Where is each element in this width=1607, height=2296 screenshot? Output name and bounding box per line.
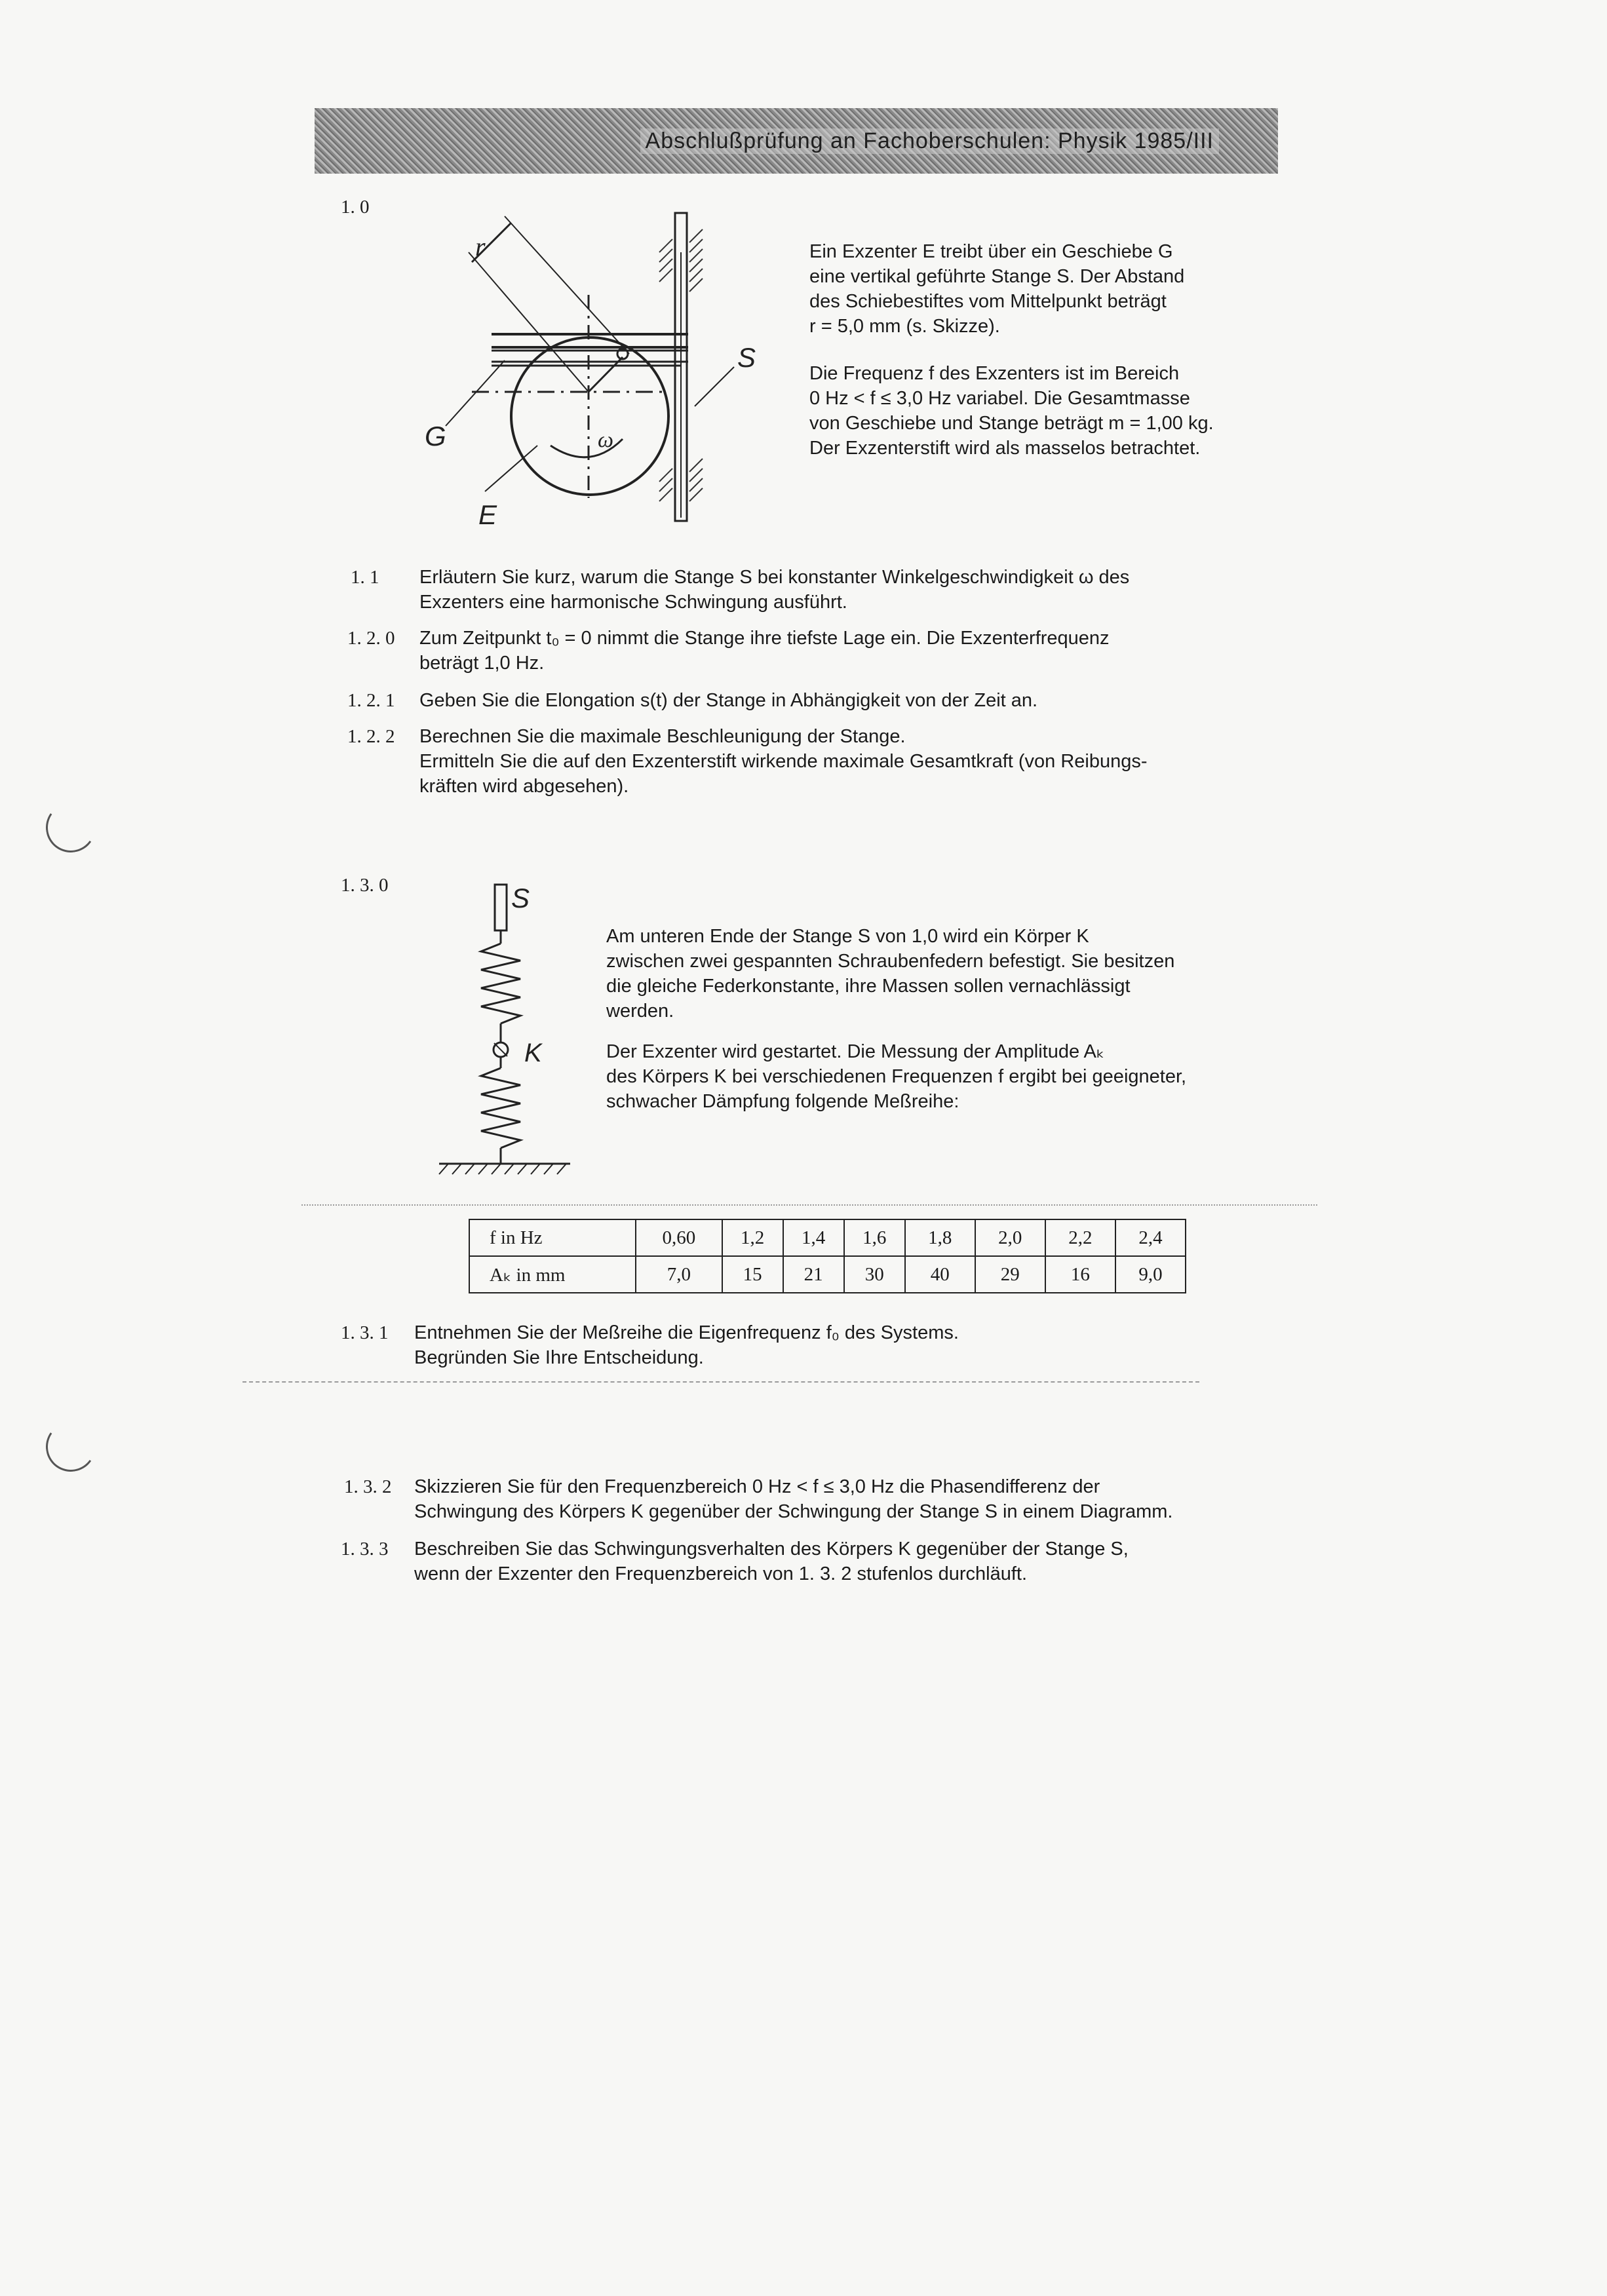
row-header-f: f in Hz bbox=[469, 1219, 636, 1256]
task-line: Beschreiben Sie das Schwingungsverhalten des Körpers K gegenüber der Stange S, bbox=[414, 1539, 1129, 1559]
text-line: eine vertikal geführte Stange S. Der Abstand bbox=[809, 266, 1185, 287]
text-line: 0 Hz < f ≤ 3,0 Hz variabel. Die Gesamtmasse bbox=[809, 388, 1190, 409]
task-line: Ermitteln Sie die auf den Exzenterstift wirkende maximale Gesamtkraft (von Reibungs- bbox=[419, 751, 1148, 772]
text-line: von Geschiebe und Stange beträgt m = 1,00 kg. bbox=[809, 413, 1214, 434]
task-number: 1. 2. 2 bbox=[347, 726, 395, 747]
task-line: Schwingung des Körpers K gegenüber der Schwingung der Stange S in einem Diagramm. bbox=[414, 1501, 1173, 1522]
task-number: 1. 1 bbox=[351, 567, 379, 588]
text-line: Ein Exzenter E treibt über ein Geschiebe G bbox=[809, 241, 1173, 262]
text-line: des Schiebestiftes vom Mittelpunkt beträgt bbox=[809, 291, 1167, 312]
section-number-1-0: 1. 0 bbox=[341, 197, 370, 218]
table-cell: 16 bbox=[1045, 1256, 1115, 1293]
divider bbox=[301, 1204, 1317, 1206]
table-cell: 7,0 bbox=[636, 1256, 722, 1293]
table-cell: 1,2 bbox=[722, 1219, 783, 1256]
measurement-table bbox=[469, 1219, 1186, 1293]
text-line: schwacher Dämpfung folgende Meßreihe: bbox=[606, 1091, 959, 1112]
text-line: zwischen zwei gespannten Schraubenfedern befestigt. Sie besitzen bbox=[606, 951, 1175, 972]
text-line: Am unteren Ende der Stange S von 1,0 wird ein Körper K bbox=[606, 926, 1089, 947]
text-line: Der Exzenterstift wird als masselos betrachtet. bbox=[809, 438, 1201, 459]
eccentric-diagram bbox=[406, 190, 773, 544]
label-k: K bbox=[524, 1039, 542, 1067]
upper-spring bbox=[481, 944, 520, 1024]
task-number: 1. 3. 3 bbox=[341, 1539, 389, 1559]
label-e: E bbox=[478, 499, 497, 530]
table-cell: 30 bbox=[844, 1256, 905, 1293]
label-r: r bbox=[475, 232, 486, 261]
leader-s bbox=[695, 367, 734, 406]
task-line: Zum Zeitpunkt t₀ = 0 nimmt die Stange ihre tiefste Lage ein. Die Exzenterfrequenz bbox=[419, 628, 1110, 649]
section-1-3-0-text bbox=[606, 924, 1186, 1114]
table-cell: 1,8 bbox=[905, 1219, 975, 1256]
table-cell: 2,4 bbox=[1115, 1219, 1186, 1256]
task-line: Berechnen Sie die maximale Beschleunigung der Stange. bbox=[419, 726, 906, 747]
task-text bbox=[419, 626, 1110, 676]
task-number: 1. 2. 1 bbox=[347, 690, 395, 711]
label-g: G bbox=[425, 421, 446, 451]
header-bar bbox=[315, 108, 1278, 174]
label-s: S bbox=[511, 883, 530, 913]
table-cell: 1,4 bbox=[783, 1219, 844, 1256]
text-line: des Körpers K bei verschiedenen Frequenzen f ergibt bei geeigneter, bbox=[606, 1066, 1187, 1087]
table-cell: 2,2 bbox=[1045, 1219, 1115, 1256]
text-line: Der Exzenter wird gestartet. Die Messung der Amplitude Aₖ bbox=[606, 1041, 1105, 1062]
table-row bbox=[469, 1256, 1186, 1293]
text-line: r = 5,0 mm (s. Skizze). bbox=[809, 316, 1000, 337]
divider bbox=[242, 1381, 1199, 1383]
text-line: die gleiche Federkonstante, ihre Massen sollen vernachlässigt bbox=[606, 976, 1131, 997]
table-cell: 29 bbox=[975, 1256, 1045, 1293]
task-text bbox=[419, 565, 1129, 615]
task-line: Skizzieren Sie für den Frequenzbereich 0 Hz < f ≤ 3,0 Hz die Phasendifferenz der bbox=[414, 1476, 1100, 1497]
table-cell: 40 bbox=[905, 1256, 975, 1293]
task-number: 1. 3. 1 bbox=[341, 1322, 389, 1343]
task-number: 1. 3. 2 bbox=[344, 1476, 392, 1497]
task-text bbox=[419, 724, 1148, 799]
table-cell: 1,6 bbox=[844, 1219, 905, 1256]
table-cell: 2,0 bbox=[975, 1219, 1045, 1256]
label-omega: ω bbox=[598, 428, 614, 452]
section-1-0-text bbox=[809, 239, 1214, 461]
leader-g bbox=[446, 360, 505, 426]
ground-hatch bbox=[439, 1164, 566, 1174]
task-line: beträgt 1,0 Hz. bbox=[419, 653, 545, 674]
table-cell: 9,0 bbox=[1115, 1256, 1186, 1293]
task-line: Begründen Sie Ihre Entscheidung. bbox=[414, 1347, 704, 1368]
dimension-line-left bbox=[469, 252, 589, 392]
rod-s-end bbox=[495, 885, 507, 930]
task-text bbox=[414, 1320, 959, 1370]
task-line: Exzenters eine harmonische Schwingung ausführt. bbox=[419, 592, 847, 613]
punch-hole-mark bbox=[42, 799, 100, 856]
task-text bbox=[414, 1537, 1129, 1586]
label-s: S bbox=[737, 342, 756, 373]
task-line: Geben Sie die Elongation s(t) der Stange in Abhängigkeit von der Zeit an. bbox=[419, 690, 1038, 711]
punch-hole-mark bbox=[42, 1418, 100, 1476]
text-line: Die Frequenz f des Exzenters ist im Bereich bbox=[809, 363, 1180, 384]
task-line: wenn der Exzenter den Frequenzbereich von 1. 3. 2 stufenlos durchläuft. bbox=[414, 1563, 1028, 1584]
task-line: Erläutern Sie kurz, warum die Stange S bei konstanter Winkelgeschwindigkeit ω des bbox=[419, 567, 1130, 588]
table-row bbox=[469, 1219, 1186, 1256]
table-cell: 0,60 bbox=[636, 1219, 722, 1256]
spring-mass-diagram bbox=[426, 871, 590, 1186]
text-line: werden. bbox=[606, 1001, 674, 1022]
lower-spring bbox=[481, 1068, 520, 1148]
task-line: kräften wird abgesehen). bbox=[419, 776, 629, 797]
header-title: Abschlußprüfung an Fachoberschulen: Physik 1985/III bbox=[640, 128, 1219, 154]
section-number-1-3-0: 1. 3. 0 bbox=[341, 875, 389, 896]
table-cell: 21 bbox=[783, 1256, 844, 1293]
table-cell: 15 bbox=[722, 1256, 783, 1293]
row-header-a: Aₖ in mm bbox=[469, 1256, 636, 1293]
task-number: 1. 2. 0 bbox=[347, 628, 395, 649]
task-text bbox=[419, 688, 1037, 713]
task-text bbox=[414, 1474, 1172, 1524]
task-line: Entnehmen Sie der Meßreihe die Eigenfrequenz f₀ des Systems. bbox=[414, 1322, 959, 1343]
